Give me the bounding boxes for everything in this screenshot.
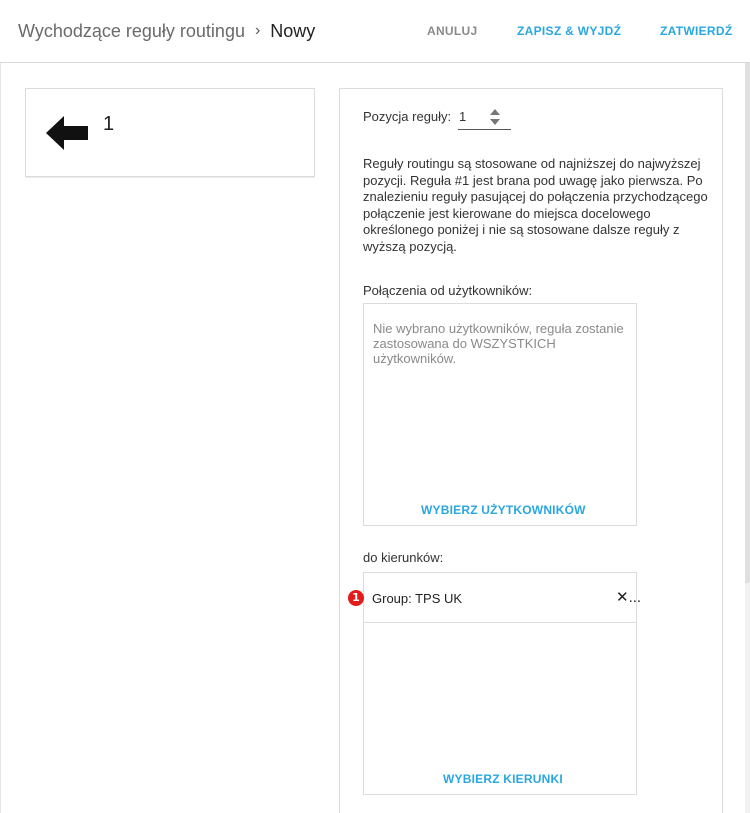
position-stepper[interactable] — [458, 106, 511, 130]
confirm-button[interactable]: ZATWIERDŹ — [660, 24, 733, 38]
destinations-label: do kierunków: — [363, 550, 444, 565]
cancel-button[interactable]: ANULUJ — [427, 24, 478, 38]
users-empty-text: Nie wybrano użytkowników, reguła zostanie zastosowana do WSZYSTKICH użytkowników. — [373, 321, 624, 366]
list-item — [364, 573, 642, 623]
position-label: Pozycja reguły: — [363, 109, 452, 124]
select-users-button[interactable]: WYBIERZ UŻYTKOWNIKÓW — [421, 503, 586, 517]
annotation-badge: 1 — [348, 590, 364, 606]
users-list — [363, 303, 637, 526]
rule-preview-card — [25, 88, 315, 177]
destinations-list — [363, 572, 642, 795]
rule-position-number: 1 — [103, 113, 115, 135]
select-destinations-button[interactable]: WYBIERZ KIERUNKI — [443, 772, 563, 786]
chevron-right-icon: › — [254, 22, 261, 39]
spinner-arrows-icon[interactable] — [489, 107, 501, 127]
position-value[interactable]: 1 — [459, 109, 467, 124]
breadcrumb-parent[interactable]: Wychodzące reguły routingu — [18, 21, 245, 41]
breadcrumb — [18, 20, 315, 42]
arrow-left-icon — [46, 116, 90, 150]
scrollbar-thumb[interactable] — [745, 63, 750, 583]
remove-icon[interactable]: ✕... — [616, 589, 642, 606]
users-label: Połączenia od użytkowników: — [363, 283, 533, 298]
top-bar — [0, 0, 750, 63]
rule-settings-panel — [339, 88, 723, 813]
page-title: Nowy — [270, 21, 316, 41]
rule-description: Reguły routingu są stosowane od najniższej do najwyższej pozycji. Reguła #1 jest brana pod uwagę jako pierwsza. Po znalezieniu reguły pasującej do połączenia przychodzącego połączenie jest kierowane do miejsca docelowego określonego poniżej i nie są stosowane dalsze reguły z wyższą pozycją. — [363, 156, 708, 254]
destination-label: Group: TPS UK — [372, 591, 463, 606]
save-exit-button[interactable]: ZAPISZ & WYJDŹ — [517, 24, 622, 38]
